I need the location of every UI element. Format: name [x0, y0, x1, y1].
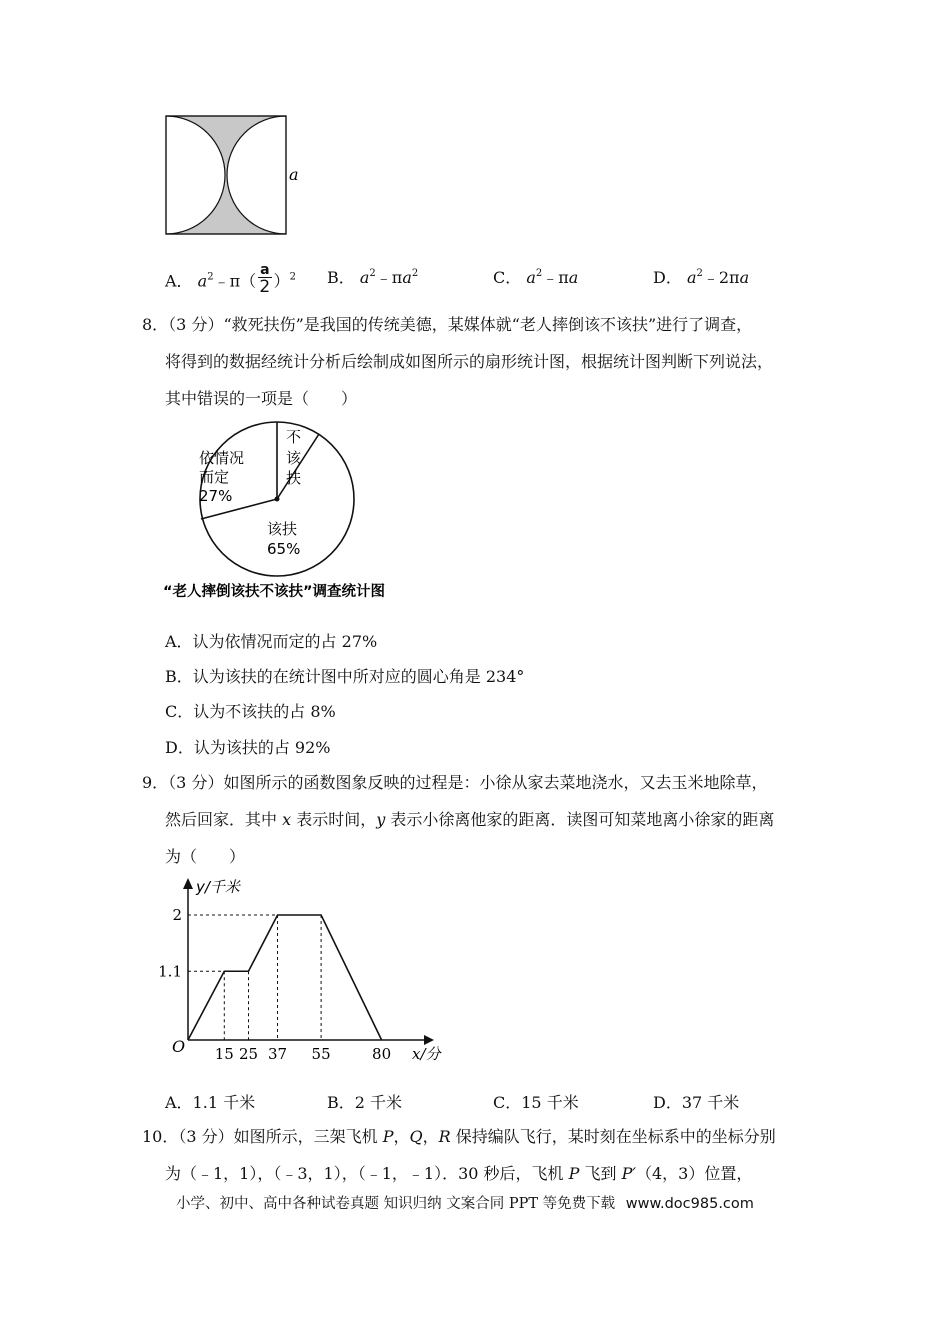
- q9-stem-line-3: 为（ ）: [165, 847, 246, 866]
- q9-stem-line-2: [165, 809, 774, 831]
- q10-stem-line-2: [165, 1163, 752, 1185]
- var-a: a: [359, 268, 370, 287]
- y-axis-label: y/千米: [196, 878, 240, 896]
- pie-label-depends-pct: 27%: [199, 487, 233, 505]
- page-footer: [176, 1192, 754, 1213]
- q9-option-b[interactable]: B．2 千米: [327, 1093, 403, 1112]
- q10-text: 为（﹣1，1），（﹣3，1），（﹣1，﹣1）．30 秒后，飞机: [165, 1164, 569, 1183]
- q9-text: 然后回家．其中: [165, 810, 283, 829]
- q9-distance-time-chart: [150, 870, 460, 1065]
- q10-text: 保持编队飞行，某时刻在坐标系中的坐标分别: [450, 1127, 776, 1146]
- q8-stem-line-3: 其中错误的一项是（ ）: [165, 389, 358, 408]
- option-text: ﹣π: [542, 268, 569, 287]
- fraction: [258, 263, 271, 297]
- q8-option-a[interactable]: A．认为依情况而定的占 27%: [165, 632, 378, 651]
- pie-center: [275, 497, 280, 502]
- fraction-den: 2: [259, 277, 271, 297]
- var-a: a: [686, 268, 697, 287]
- footer-text: 小学、初中、高中各种试卷真题 知识归纳 文案合同 PPT 等免费下载: [176, 1196, 616, 1212]
- q7-option-d[interactable]: [653, 265, 749, 288]
- pie-label-depends-2: 而定: [199, 468, 230, 486]
- pie-label-no-1: 不: [286, 428, 302, 446]
- option-letter: B．: [327, 268, 355, 287]
- q9-options: [165, 1090, 865, 1114]
- option-text: ﹣π（: [213, 271, 257, 291]
- var-p-prime: P′: [621, 1164, 636, 1183]
- q7-option-b[interactable]: [327, 265, 418, 288]
- pie-label-yes: 该扶: [267, 520, 298, 538]
- var-x: x: [282, 810, 292, 829]
- q8-pie-chart: [163, 415, 430, 610]
- q8-stem-line-1: 8．（3 分）“救死扶伤”是我国的传统美德，某媒体就“老人摔倒该不该扶”进行了调查，: [142, 315, 753, 334]
- distance-series-line: [188, 915, 382, 1040]
- q9-text: 表示时间，: [291, 810, 377, 829]
- x-tick-label: 55: [311, 1045, 331, 1063]
- exponent: 2: [369, 268, 376, 279]
- x-tick-label: 25: [238, 1045, 259, 1063]
- pie-label-depends-1: 依情况: [199, 449, 245, 467]
- var-a: a: [197, 271, 208, 291]
- var-p: P: [568, 1164, 580, 1183]
- exponent: 2: [289, 271, 296, 283]
- var-a: a: [739, 268, 750, 287]
- q10-text: ，: [422, 1127, 439, 1146]
- q8-option-b[interactable]: B．认为该扶的在统计图中所对应的圆心角是 234°: [165, 667, 525, 686]
- q7-options: [165, 262, 865, 302]
- pie-label-no-3: 扶: [286, 469, 302, 487]
- option-letter: C．: [493, 268, 522, 287]
- q9-text: 表示小徐离他家的距离．读图可知菜地离小徐家的距离: [385, 810, 775, 829]
- exponent: 2: [696, 268, 703, 279]
- q8-stem-line-2: 将得到的数据经统计分析后绘制成如图所示的扇形统计图，根据统计图判断下列说法，: [165, 352, 774, 371]
- pie-label-yes-pct: 65%: [267, 540, 301, 558]
- fraction-num: a: [260, 262, 270, 278]
- var-q: Q: [409, 1127, 423, 1146]
- var-a: a: [402, 268, 412, 287]
- q7-option-c[interactable]: [493, 265, 578, 288]
- q8-option-d[interactable]: D．认为该扶的占 92%: [165, 738, 331, 757]
- q10-stem-line-1: [142, 1126, 776, 1148]
- q8-option-c[interactable]: C．认为不该扶的占 8%: [165, 702, 336, 721]
- q9-stem-line-1: 9．（3 分）如图所示的函数图象反映的过程是：小徐从家去菜地浇水，又去玉米地除草，: [142, 773, 768, 792]
- x-axis-label: x/分: [412, 1045, 441, 1063]
- q7-side-label: a: [289, 165, 299, 184]
- q10-text: ，: [393, 1127, 410, 1146]
- x-tick-label: 80: [372, 1045, 392, 1063]
- option-letter: A．: [165, 271, 193, 291]
- x-tick-label: 15: [214, 1045, 234, 1063]
- option-letter: D．: [653, 268, 682, 287]
- guide-lines: [188, 915, 321, 1040]
- exponent: 2: [207, 271, 214, 283]
- exponent: 2: [535, 268, 543, 279]
- y-tick-label: 2: [172, 906, 182, 924]
- var-a: a: [526, 268, 536, 287]
- pie-caption: “老人摔倒该扶不该扶”调查统计图: [163, 584, 386, 600]
- footer-site-link[interactable]: www.doc985.com: [625, 1196, 754, 1212]
- x-tick-label: 37: [267, 1045, 288, 1063]
- q9-option-a[interactable]: A．1.1 千米: [165, 1093, 256, 1112]
- y-axis-arrow: [183, 878, 193, 889]
- q10-text: 10．（3 分）如图所示，三架飞机: [142, 1127, 383, 1146]
- origin-label: O: [172, 1037, 186, 1056]
- q9-option-d[interactable]: D．37 千米: [653, 1093, 740, 1112]
- y-tick-label: 1.1: [158, 962, 182, 981]
- q7-figure: [160, 110, 320, 245]
- x-axis-arrow: [424, 1035, 434, 1045]
- q7-option-a[interactable]: [165, 262, 296, 299]
- exponent: 2: [411, 268, 419, 279]
- option-text: ﹣π: [375, 268, 403, 287]
- option-text: ）: [273, 271, 290, 291]
- pie-label-no-2: 该: [286, 449, 302, 467]
- option-text: ﹣2π: [702, 268, 740, 287]
- q9-option-c[interactable]: C．15 千米: [493, 1093, 579, 1112]
- var-r: R: [438, 1127, 451, 1146]
- q10-text: 飞到: [579, 1164, 622, 1183]
- var-a: a: [568, 268, 579, 287]
- q10-text: （4，3）位置，: [635, 1164, 753, 1183]
- var-y: y: [376, 810, 386, 829]
- var-p: P: [382, 1127, 394, 1146]
